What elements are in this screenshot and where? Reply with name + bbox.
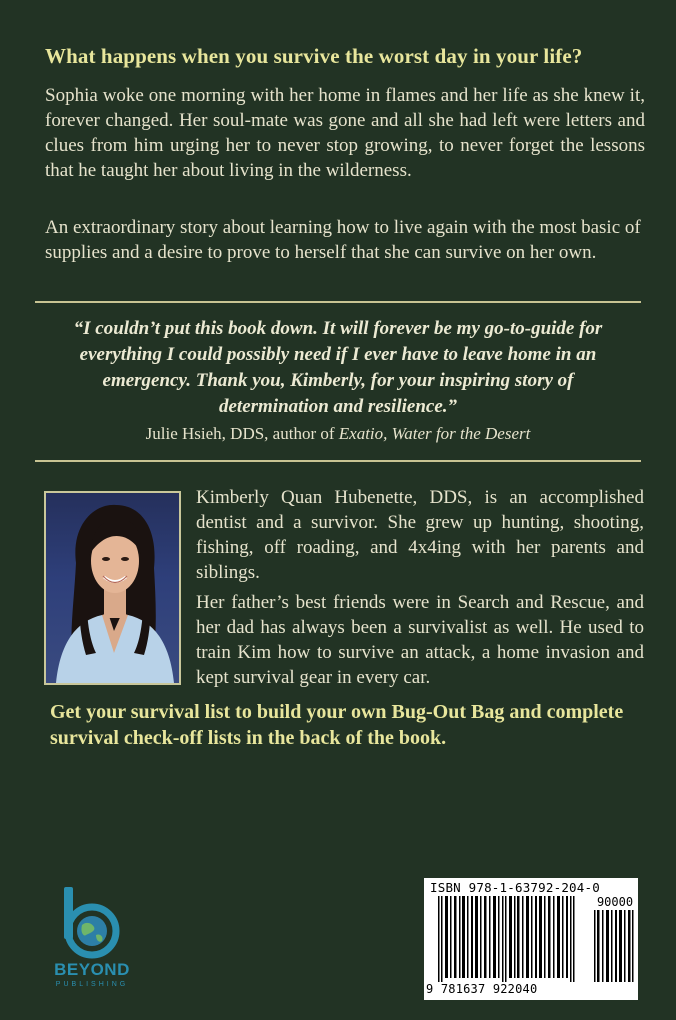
isbn-label: ISBN 978-1-63792-204-0 <box>430 880 600 895</box>
call-to-action: Get your survival list to build your own Bug-Out Bag and complete survival check-off lists in the back of the book. <box>50 701 624 749</box>
price-code: 90000 <box>596 895 634 909</box>
testimonial-quote: “I couldn’t put this book down. It will forever be my go-to-guide for everything I could possibly need if I ever have to leave home in an emergency. Thank you, Kimberly, for your inspiring story of determination and resilience.” <box>73 318 603 417</box>
divider-top <box>35 301 641 303</box>
testimonial-attribution <box>50 424 626 444</box>
synopsis-paragraph-1: Sophia woke one morning with her home in flames and her life as she knew it, forever changed. Her soul-mate was gone and all she had left were letters and clues from him urging her to never stop growing, to never forget the lessons that he taught her about living in the wilderness. <box>45 85 645 181</box>
headline: What happens when you survive the worst day in your life? <box>45 44 583 68</box>
barcode-digits: 9 781637 922040 <box>426 982 538 996</box>
attribution-author: Julie Hsieh, DDS, author of <box>145 424 339 443</box>
author-bio-paragraph-1: Kimberly Quan Hubenette, DDS, is an accomplished dentist and a survivor. She grew up hunting, shooting, fishing, off roading, and 4x4ing with her parents and siblings. <box>196 487 644 583</box>
divider-bottom <box>35 460 641 462</box>
attribution-book-title: Exatio, Water for the Desert <box>338 424 531 443</box>
isbn-barcode <box>424 878 638 1000</box>
synopsis-paragraph-2: An extraordinary story about learning how to live again with the most basic of supplies and a desire to prove to herself that she can survive on her own. <box>45 217 641 263</box>
publisher-sub: PUBLISHING <box>55 981 129 988</box>
author-bio-paragraph-2: Her father’s best friends were in Search and Rescue, and her dad has always been a survivalist as well. He used to train Kim how to survive an attack, a home invasion and kept survival gear in every car. <box>196 592 644 688</box>
author-photo <box>44 491 181 685</box>
publisher-name: BEYOND <box>54 960 130 979</box>
